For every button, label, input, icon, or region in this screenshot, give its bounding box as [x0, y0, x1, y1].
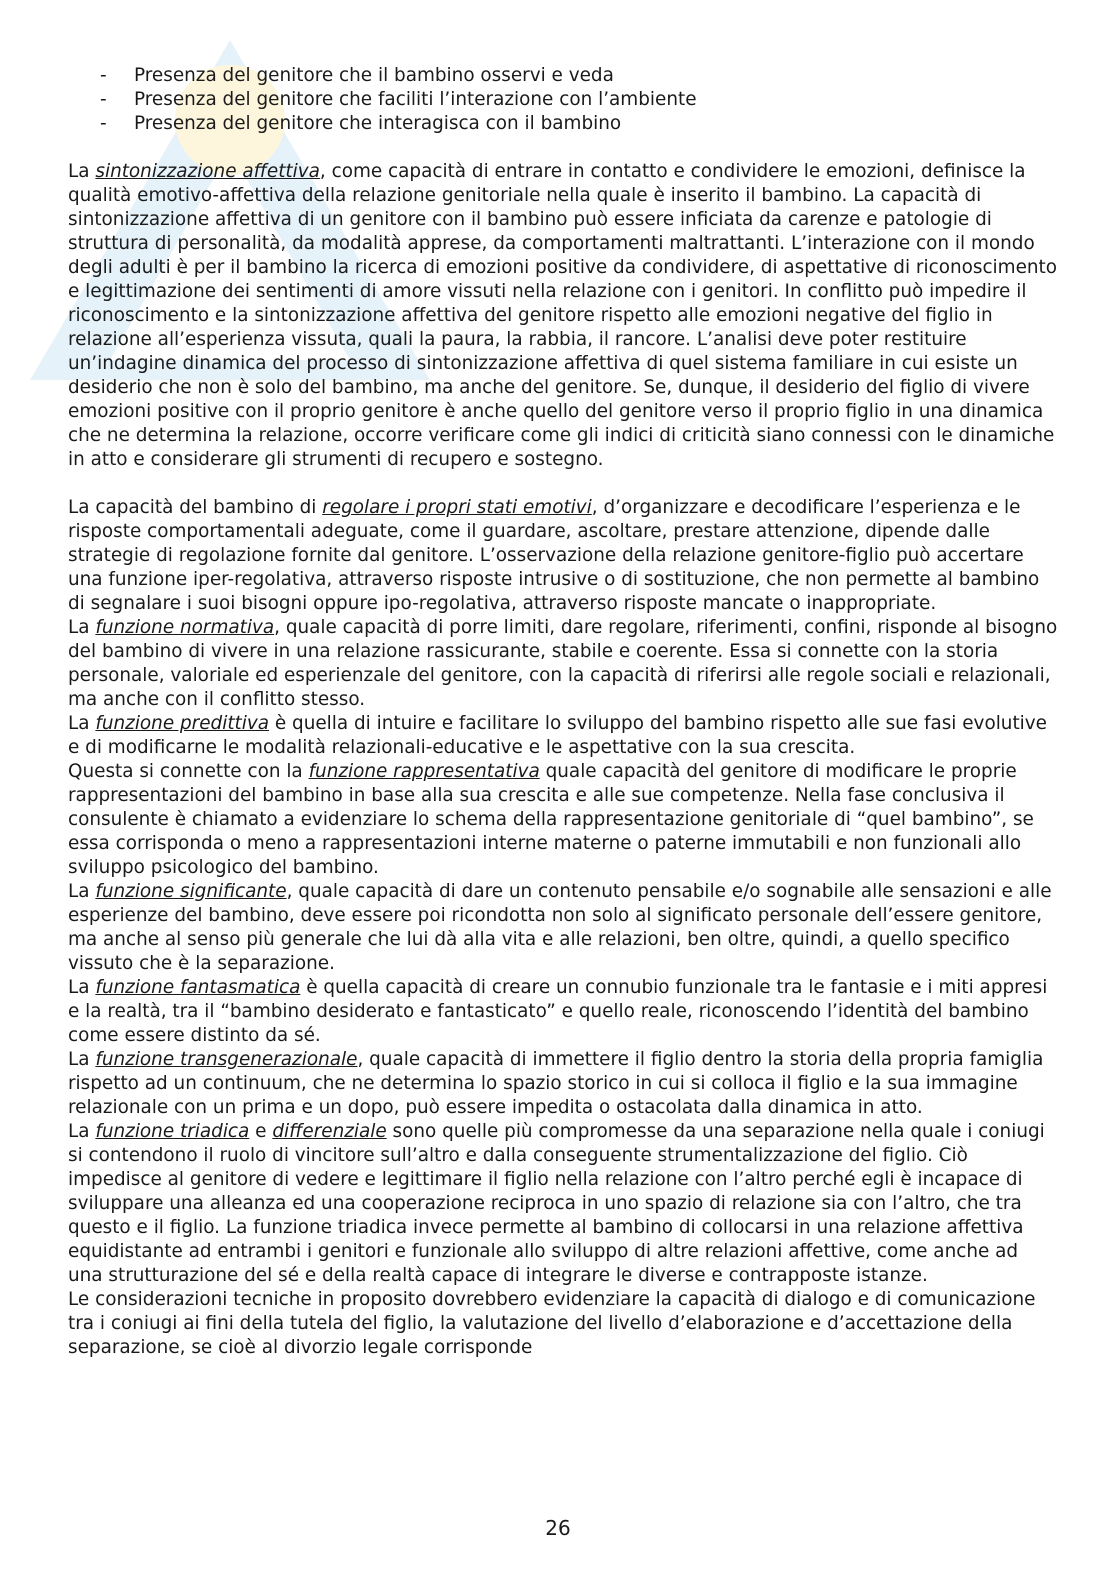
paragraph-funzione-normativa: La funzione normativa, quale capacità di porre limiti, dare regolare, riferimenti, confini, risponde al bisogno del bambino di vivere in una relazione rassicurante, stabile e coerente. Essa si connette con la storia personale, valoriale ed esperienzale del genitore, con la capacità di riferirsi alle regole sociali e relazionali, ma anche con il conflitto stesso. — [68, 617, 1058, 710]
term-funzione-normativa: funzione normativa — [95, 617, 275, 638]
list-item-text: Presenza del genitore che interagisca con il bambino — [134, 113, 622, 134]
page-number: 26 — [545, 1516, 571, 1540]
bullet-dash: - — [100, 89, 107, 110]
paragraph-sintonizzazione: La sintonizzazione affettiva, come capacità di entrare in contatto e condividere le emozioni, definisce la qualità emotivo-affettiva della relazione genitoriale nella quale è inserito il bambino. La capacità di sintonizzazione affettiva di un genitore con il bambino può essere inficiata da carenze e patologie di struttura di personalità, da modalità apprese, da comportamenti maltrattanti. L’interazione con il mondo degli adulti è per il bambino la ricerca di emozioni positive da condividere, di aspettative di riconoscimento e legittimazione dei sentimenti di amore vissuti nella relazione con i genitori. In conflitto può impedire il riconoscimento e la sintonizzazione affettiva del genitore rispetto alle emozioni negative del figlio in relazione all’esperienza vissuta, quali la paura, la rabbia, il rancore. L’analisi deve poter restituire un’indagine dinamica del processo di sintonizzazione affettiva di quel sistema familiare in cui esiste un desiderio che non è solo del bambino, ma anche del genitore. Se, dunque, il desiderio del figlio di vivere emozioni positive con il proprio genitore è anche quello del genitore verso il proprio figlio in una dinamica che ne determina la relazione, occorre verificare come gli indici di criticità siano connessi con le dinamiche in atto e considerare gli strumenti di recupero e sostegno. — [68, 161, 1058, 470]
list-item — [68, 112, 1058, 136]
paragraph-funzione-predittiva: La funzione predittiva è quella di intuire e facilitare lo sviluppo del bambino rispetto alle sue fasi evolutive e di modificarne le modalità relazionali-educative e le aspettative con la sua crescita. — [68, 713, 1047, 758]
term-funzione-predittiva: funzione predittiva — [95, 713, 270, 734]
term-regolare-stati-emotivi: regolare i propri stati emotivi — [322, 497, 592, 518]
bullet-list — [68, 64, 1058, 136]
paragraph-considerazioni: Le considerazioni tecniche in proposito dovrebbero evidenziare la capacità di dialogo e di comunicazione tra i coniugi ai fini della tutela del figlio, la valutazione del livello d’elaborazione e d’accettazione della separazione, se cioè al divorzio legale corrisponde — [68, 1289, 1036, 1358]
bullet-dash: - — [100, 65, 107, 86]
term-sintonizzazione-affettiva: sintonizzazione affettiva — [95, 161, 320, 182]
paragraph-funzione-fantasmatica: La funzione fantasmatica è quella capacità di creare un connubio funzionale tra le fantasie e i miti appresi e la realtà, tra il “bambino desiderato e fantasticato” e quello reale, riconoscendo l’identità del bambino come essere distinto da sé. — [68, 977, 1048, 1046]
page-content — [68, 64, 1058, 1360]
paragraph-regolazione: La capacità del bambino di regolare i propri stati emotivi, d’organizzare e decodificare l’esperienza e le risposte comportamentali adeguate, come il guardare, ascoltare, prestare attenzione, dipende dalle strategie di regolazione fornite dal genitore. L’osservazione della relazione genitore-figlio può accertare una funzione iper-regolativa, attraverso risposte intrusive o di sostituzione, che non permette al bambino di segnalare i suoi bisogni oppure ipo-regolativa, attraverso risposte mancate o inappropriate. — [68, 497, 1040, 614]
paragraph-funzione-triadica: La funzione triadica e differenziale sono quelle più compromesse da una separazione nella quale i coniugi si contendono il ruolo di vincitore sull’altro e dalla conseguente strumentalizzazione del figlio. Ciò impedisce al genitore di vedere e legittimare il figlio nella relazione con l’altro perché egli è incapace di sviluppare una alleanza ed una cooperazione reciproca in uno spazio di relazione sia con l’altro, che tra questo e il figlio. La funzione triadica invece permette al bambino di collocarsi in una relazione affettiva equidistante ad entrambi i genitori e funzionale allo sviluppo di altre relazioni affettive, come anche ad una strutturazione del sé e della realtà capace di integrare le diverse e contrapposte istanze. — [68, 1121, 1045, 1286]
term-funzione-triadica: funzione triadica — [95, 1121, 250, 1142]
list-item-text: Presenza del genitore che il bambino osservi e veda — [134, 65, 614, 86]
paragraph-funzione-transgenerazionale: La funzione transgenerazionale, quale capacità di immettere il figlio dentro la storia della propria famiglia rispetto ad un continuum, che ne determina lo spazio storico in cui si colloca il figlio e la sua immagine relazionale con un prima e un dopo, può essere impedita o ostacolata dalla dinamica in atto. — [68, 1049, 1044, 1118]
term-funzione-fantasmatica: funzione fantasmatica — [95, 977, 301, 998]
paragraph-funzione-significante: La funzione significante, quale capacità di dare un contenuto pensabile e/o sognabile alle sensazioni e alle esperienze del bambino, deve essere poi ricondotta non solo al significato personale dell’essere genitore, ma anche al senso più generale che lui dà alla vita e alle relazioni, ben oltre, quindi, a quello specifico vissuto che è la separazione. — [68, 881, 1052, 974]
list-item — [68, 64, 1058, 88]
list-item — [68, 88, 1058, 112]
paragraph-funzione-rappresentativa: Questa si connette con la funzione rappresentativa quale capacità del genitore di modificare le proprie rappresentazioni del bambino in base alla sua crescita e alle sue competenze. Nella fase conclusiva il consulente è chiamato a evidenziare lo schema della rappresentazione genitoriale di “quel bambino”, se essa corrisponda o meno a rappresentazioni interne materne o paterne immutabili e non funzionali allo sviluppo psicologico del bambino. — [68, 761, 1034, 878]
term-funzione-significante: funzione significante — [95, 881, 287, 902]
term-funzione-rappresentativa: funzione rappresentativa — [308, 761, 540, 782]
bullet-dash: - — [100, 113, 107, 134]
term-funzione-transgenerazionale: funzione transgenerazionale — [95, 1049, 358, 1070]
term-differenziale: differenziale — [272, 1121, 387, 1142]
list-item-text: Presenza del genitore che faciliti l’interazione con l’ambiente — [134, 89, 697, 110]
